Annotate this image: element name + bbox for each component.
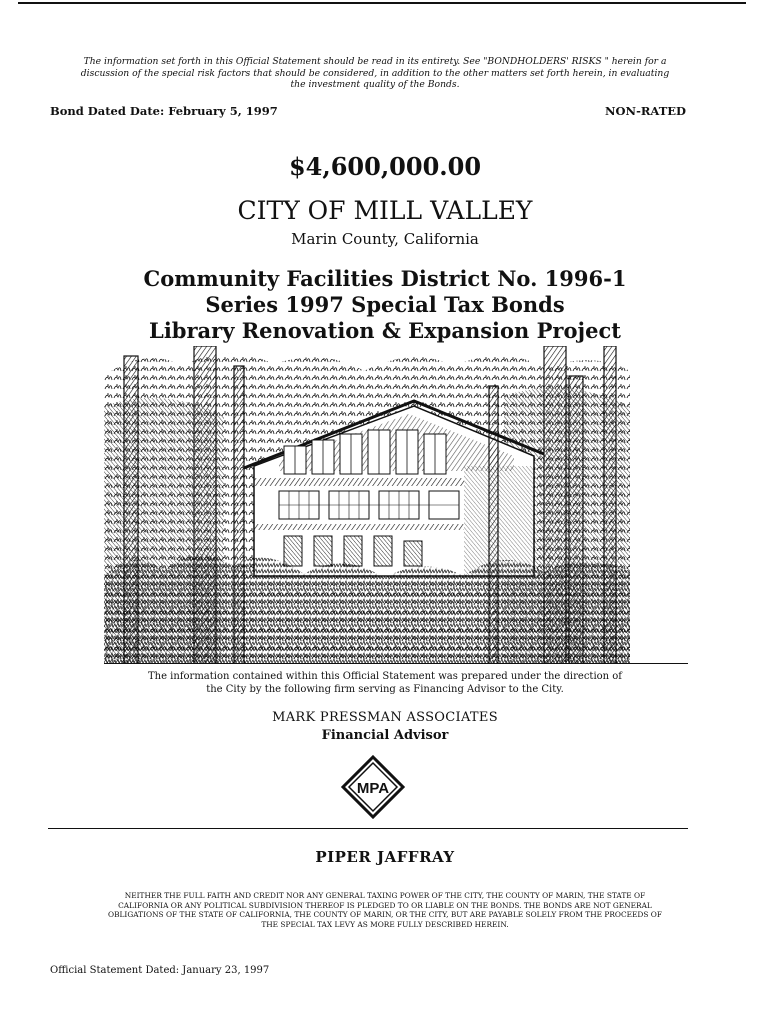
- issue-title: [0, 266, 770, 344]
- advisor-note: [0, 671, 770, 696]
- underwriter-name: PIPER JAFFRAY: [315, 848, 455, 866]
- advisor-role: Financial Advisor: [321, 728, 449, 743]
- legal-notice: [40, 891, 730, 929]
- official-statement-dated: Official Statement Dated: January 23, 1997: [50, 965, 270, 976]
- legal-line-2: CALIFORNIA OR ANY POLITICAL SUBDIVISION THEREOF IS PLEDGED TO OR LIABLE ON THE BONDS. THE BONDS ARE NOT GENERAL: [118, 900, 652, 910]
- disclaimer-line-1: The information set forth in this Official Statement should be read in its entirety. See "BONDHOLDERS' RISKS " herein for a: [83, 56, 667, 67]
- advisor-firm-name: MARK PRESSMAN ASSOCIATES: [272, 710, 498, 725]
- issuer-name: CITY OF MILL VALLEY: [237, 196, 533, 225]
- illustration-bottom-rule: [104, 663, 688, 664]
- rating-label: NON-RATED: [605, 104, 686, 118]
- disclaimer-line-3: the investment quality of the Bonds.: [290, 79, 460, 90]
- bond-dated-date: Bond Dated Date: February 5, 1997: [50, 104, 278, 118]
- logo-text: MPA: [356, 780, 390, 797]
- advisor-note-line-2: the City by the following firm serving as Financing Advisor to the City.: [206, 683, 564, 695]
- legal-line-4: THE SPECIAL TAX LEVY AS MORE FULLY DESCRIBED HEREIN.: [261, 919, 509, 929]
- disclaimer-text: [60, 56, 690, 91]
- issue-title-line-3: Library Renovation & Expansion Project: [149, 318, 621, 343]
- mpa-logo-icon: [341, 755, 405, 819]
- advisor-note-line-1: The information contained within this Official Statement was prepared under the direction of: [147, 671, 623, 682]
- issue-title-line-2: Series 1997 Special Tax Bonds: [205, 292, 565, 317]
- disclaimer-line-2: discussion of the special risk factors that should be considered, in addition to the other matters set forth herein, in evaluating: [80, 67, 670, 79]
- issue-title-line-1: Community Facilities District No. 1996-1: [143, 266, 627, 291]
- top-border-rule: [18, 2, 746, 4]
- legal-line-1: NEITHER THE FULL FAITH AND CREDIT NOR ANY GENERAL TAXING POWER OF THE CITY, THE COUNTY OF MARIN, THE STATE OF: [124, 891, 646, 900]
- bond-amount: $4,600,000.00: [288, 152, 482, 181]
- library-illustration: [104, 346, 630, 664]
- issuer-county: Marin County, California: [291, 230, 479, 248]
- dated-rating-row: [50, 104, 686, 118]
- legal-line-3: OBLIGATIONS OF THE STATE OF CALIFORNIA, THE COUNTY OF MARIN, OR THE CITY, BUT ARE PAYABLE SOLELY FROM THE PROCEEDS OF: [108, 910, 662, 919]
- logo-bottom-rule: [48, 828, 688, 829]
